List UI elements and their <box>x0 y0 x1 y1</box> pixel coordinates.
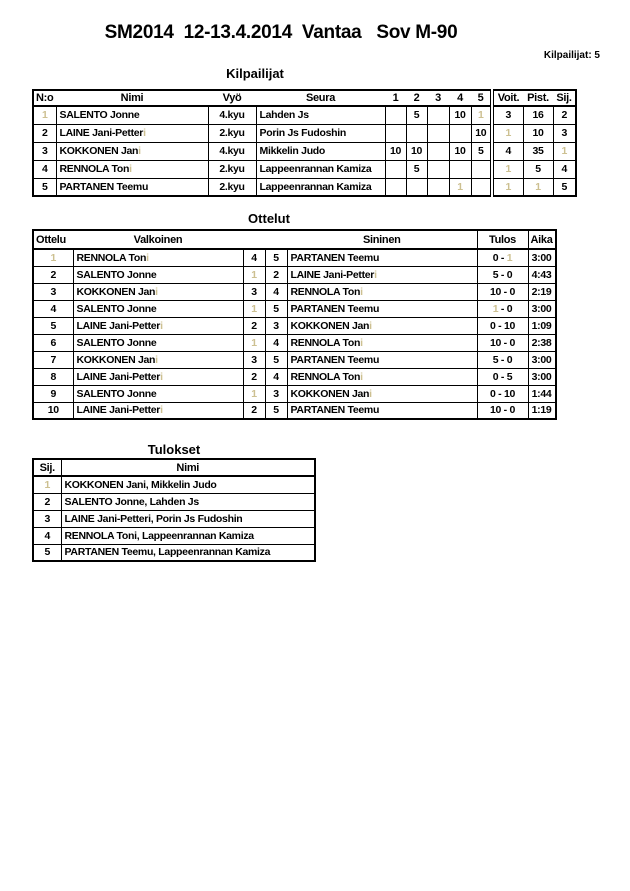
white-competitor-cell: KOKKONEN Jani <box>73 351 243 368</box>
result-cell: 10 - 0 <box>477 283 528 300</box>
table-row <box>33 249 556 266</box>
time-cell: 1:44 <box>528 385 556 402</box>
match-number-cell: 2 <box>33 266 73 283</box>
col-header-white: Valkoinen <box>73 230 243 249</box>
wins-cell: 1 <box>492 124 523 142</box>
table-row <box>33 142 576 160</box>
col-header-match-no: Ottelu <box>33 230 73 249</box>
belt-cell: 2.kyu <box>208 124 256 142</box>
final-name-cell: PARTANEN Teemu, Lappeenrannan Kamiza <box>61 544 315 561</box>
blue-number-cell: 5 <box>265 402 287 419</box>
table-header-row <box>33 459 315 476</box>
section-title-kilpailijat: Kilpailijat <box>226 66 284 81</box>
score-vs-4-cell: 10 <box>449 106 471 124</box>
white-competitor-cell: LAINE Jani-Petteri <box>73 368 243 385</box>
final-place-cell: 5 <box>33 544 61 561</box>
blue-number-cell: 2 <box>265 266 287 283</box>
final-name-cell: RENNOLA Toni, Lappeenrannan Kamiza <box>61 527 315 544</box>
white-competitor-cell: SALENTO Jonne <box>73 334 243 351</box>
table-row <box>33 317 556 334</box>
belt-cell: 2.kyu <box>208 178 256 196</box>
col-header-opp1: 1 <box>385 90 406 106</box>
score-vs-1-cell <box>385 124 406 142</box>
club-cell: Lahden Js <box>256 106 385 124</box>
wins-cell: 1 <box>492 178 523 196</box>
score-vs-4-cell: 10 <box>449 142 471 160</box>
table-row <box>33 160 576 178</box>
white-number-cell: 1 <box>243 385 265 402</box>
table-row <box>33 510 315 527</box>
score-vs-1-cell <box>385 106 406 124</box>
col-header-no: N:o <box>33 90 56 106</box>
score-vs-3-cell <box>427 160 449 178</box>
table-row <box>33 385 556 402</box>
final-name-cell: LAINE Jani-Petteri, Porin Js Fudoshin <box>61 510 315 527</box>
table-header-row <box>33 90 576 106</box>
blue-competitor-cell: PARTANEN Teemu <box>287 300 477 317</box>
col-header-name: Nimi <box>61 459 315 476</box>
blue-number-cell: 5 <box>265 351 287 368</box>
match-number-cell: 4 <box>33 300 73 317</box>
score-vs-5-cell: 10 <box>471 124 492 142</box>
competitor-number-cell: 3 <box>33 142 56 160</box>
score-vs-4-cell <box>449 160 471 178</box>
white-number-cell: 3 <box>243 283 265 300</box>
competitor-name-cell: PARTANEN Teemu <box>56 178 208 196</box>
match-number-cell: 5 <box>33 317 73 334</box>
col-header-points: Pist. <box>523 90 553 106</box>
competitor-number-cell: 2 <box>33 124 56 142</box>
result-cell: 0 - 10 <box>477 317 528 334</box>
score-vs-1-cell <box>385 178 406 196</box>
final-place-cell: 4 <box>33 527 61 544</box>
col-header-place: Sij. <box>33 459 61 476</box>
place-cell: 3 <box>553 124 576 142</box>
place-cell: 2 <box>553 106 576 124</box>
blue-number-cell: 4 <box>265 334 287 351</box>
table-row <box>33 368 556 385</box>
result-cell: 5 - 0 <box>477 351 528 368</box>
score-vs-5-cell <box>471 160 492 178</box>
blue-number-cell: 5 <box>265 249 287 266</box>
match-number-cell: 1 <box>33 249 73 266</box>
col-header-time: Aika <box>528 230 556 249</box>
result-cell: 5 - 0 <box>477 266 528 283</box>
blue-competitor-cell: RENNOLA Toni <box>287 368 477 385</box>
score-vs-3-cell <box>427 124 449 142</box>
white-number-cell: 2 <box>243 317 265 334</box>
white-number-cell: 1 <box>243 300 265 317</box>
time-cell: 3:00 <box>528 351 556 368</box>
points-cell: 5 <box>523 160 553 178</box>
white-number-cell: 2 <box>243 368 265 385</box>
belt-cell: 4.kyu <box>208 106 256 124</box>
col-header-name: Nimi <box>56 90 208 106</box>
blue-number-cell: 4 <box>265 283 287 300</box>
competitor-number-cell: 5 <box>33 178 56 196</box>
score-vs-2-cell: 5 <box>406 160 427 178</box>
competitor-name-cell: LAINE Jani-Petteri <box>56 124 208 142</box>
final-name-cell: SALENTO Jonne, Lahden Js <box>61 493 315 510</box>
club-cell: Mikkelin Judo <box>256 142 385 160</box>
match-number-cell: 3 <box>33 283 73 300</box>
time-cell: 2:19 <box>528 283 556 300</box>
table-row <box>33 402 556 419</box>
score-vs-4-cell <box>449 124 471 142</box>
competitor-number-cell: 1 <box>33 106 56 124</box>
col-header-blue: Sininen <box>287 230 477 249</box>
belt-cell: 2.kyu <box>208 160 256 178</box>
time-cell: 3:00 <box>528 368 556 385</box>
white-number-cell: 1 <box>243 334 265 351</box>
blue-competitor-cell: PARTANEN Teemu <box>287 402 477 419</box>
competitor-name-cell: RENNOLA Toni <box>56 160 208 178</box>
page-title: SM2014 12-13.4.2014 Vantaa Sov M-90 <box>104 22 458 43</box>
final-name-cell: KOKKONEN Jani, Mikkelin Judo <box>61 476 315 493</box>
score-vs-3-cell <box>427 106 449 124</box>
match-number-cell: 8 <box>33 368 73 385</box>
blue-number-cell: 3 <box>265 385 287 402</box>
score-vs-2-cell <box>406 178 427 196</box>
points-cell: 16 <box>523 106 553 124</box>
club-cell: Lappeenrannan Kamiza <box>256 178 385 196</box>
match-number-cell: 6 <box>33 334 73 351</box>
time-cell: 3:00 <box>528 300 556 317</box>
score-vs-5-cell: 5 <box>471 142 492 160</box>
match-number-cell: 9 <box>33 385 73 402</box>
col-header-wins: Voit. <box>492 90 523 106</box>
score-vs-5-cell <box>471 178 492 196</box>
points-cell: 1 <box>523 178 553 196</box>
score-vs-1-cell <box>385 160 406 178</box>
blue-competitor-cell: RENNOLA Toni <box>287 334 477 351</box>
white-competitor-cell: LAINE Jani-Petteri <box>73 317 243 334</box>
col-header-opp2: 2 <box>406 90 427 106</box>
place-cell: 1 <box>553 142 576 160</box>
time-cell: 1:09 <box>528 317 556 334</box>
col-header-belt: Vyö <box>208 90 256 106</box>
table-row <box>33 300 556 317</box>
col-header-opp5: 5 <box>471 90 492 106</box>
final-place-cell: 3 <box>33 510 61 527</box>
table-row <box>33 476 315 493</box>
belt-cell: 4.kyu <box>208 142 256 160</box>
place-cell: 4 <box>553 160 576 178</box>
blue-competitor-cell: KOKKONEN Jani <box>287 317 477 334</box>
score-vs-3-cell <box>427 142 449 160</box>
score-vs-5-cell: 1 <box>471 106 492 124</box>
result-cell: 0 - 10 <box>477 385 528 402</box>
col-header-place: Sij. <box>553 90 576 106</box>
club-cell: Porin Js Fudoshin <box>256 124 385 142</box>
white-number-cell: 4 <box>243 249 265 266</box>
place-cell: 5 <box>553 178 576 196</box>
table-row <box>33 527 315 544</box>
table-row <box>33 178 576 196</box>
time-cell: 2:38 <box>528 334 556 351</box>
points-cell: 35 <box>523 142 553 160</box>
blue-competitor-cell: RENNOLA Toni <box>287 283 477 300</box>
competitors-table <box>32 89 577 197</box>
table-row <box>33 283 556 300</box>
col-header-white-no <box>243 230 265 249</box>
blue-competitor-cell: PARTANEN Teemu <box>287 249 477 266</box>
table-header-row <box>33 230 556 249</box>
competitor-name-cell: SALENTO Jonne <box>56 106 208 124</box>
table-row <box>33 106 576 124</box>
score-vs-2-cell <box>406 124 427 142</box>
white-competitor-cell: SALENTO Jonne <box>73 385 243 402</box>
table-row <box>33 334 556 351</box>
score-vs-2-cell: 10 <box>406 142 427 160</box>
col-header-opp4: 4 <box>449 90 471 106</box>
section-title-ottelut: Ottelut <box>248 211 290 226</box>
col-header-blue-no <box>265 230 287 249</box>
time-cell: 3:00 <box>528 249 556 266</box>
white-number-cell: 1 <box>243 266 265 283</box>
wins-cell: 4 <box>492 142 523 160</box>
white-competitor-cell: SALENTO Jonne <box>73 266 243 283</box>
blue-number-cell: 3 <box>265 317 287 334</box>
matches-table <box>32 229 557 420</box>
blue-competitor-cell: KOKKONEN Jani <box>287 385 477 402</box>
col-header-opp3: 3 <box>427 90 449 106</box>
table-row <box>33 266 556 283</box>
match-number-cell: 10 <box>33 402 73 419</box>
score-vs-2-cell: 5 <box>406 106 427 124</box>
score-vs-4-cell: 1 <box>449 178 471 196</box>
results-table <box>32 458 316 562</box>
competitor-name-cell: KOKKONEN Jani <box>56 142 208 160</box>
time-cell: 1:19 <box>528 402 556 419</box>
white-competitor-cell: RENNOLA Toni <box>73 249 243 266</box>
col-header-club: Seura <box>256 90 385 106</box>
club-cell: Lappeenrannan Kamiza <box>256 160 385 178</box>
table-row <box>33 544 315 561</box>
table-row <box>33 124 576 142</box>
blue-number-cell: 5 <box>265 300 287 317</box>
white-competitor-cell: LAINE Jani-Petteri <box>73 402 243 419</box>
final-place-cell: 2 <box>33 493 61 510</box>
score-vs-3-cell <box>427 178 449 196</box>
col-header-result: Tulos <box>477 230 528 249</box>
final-place-cell: 1 <box>33 476 61 493</box>
result-cell: 1 - 0 <box>477 300 528 317</box>
result-cell: 0 - 1 <box>477 249 528 266</box>
match-number-cell: 7 <box>33 351 73 368</box>
table-row <box>33 493 315 510</box>
competitor-count-label: Kilpailijat: 5 <box>543 50 600 61</box>
section-title-tulokset: Tulokset <box>147 442 201 457</box>
result-cell: 10 - 0 <box>477 402 528 419</box>
result-cell: 10 - 0 <box>477 334 528 351</box>
points-cell: 10 <box>523 124 553 142</box>
white-number-cell: 2 <box>243 402 265 419</box>
white-competitor-cell: SALENTO Jonne <box>73 300 243 317</box>
result-cell: 0 - 5 <box>477 368 528 385</box>
time-cell: 4:43 <box>528 266 556 283</box>
blue-competitor-cell: PARTANEN Teemu <box>287 351 477 368</box>
wins-cell: 3 <box>492 106 523 124</box>
white-competitor-cell: KOKKONEN Jani <box>73 283 243 300</box>
wins-cell: 1 <box>492 160 523 178</box>
table-row <box>33 351 556 368</box>
competitor-number-cell: 4 <box>33 160 56 178</box>
blue-competitor-cell: LAINE Jani-Petteri <box>287 266 477 283</box>
score-vs-1-cell: 10 <box>385 142 406 160</box>
blue-number-cell: 4 <box>265 368 287 385</box>
white-number-cell: 3 <box>243 351 265 368</box>
